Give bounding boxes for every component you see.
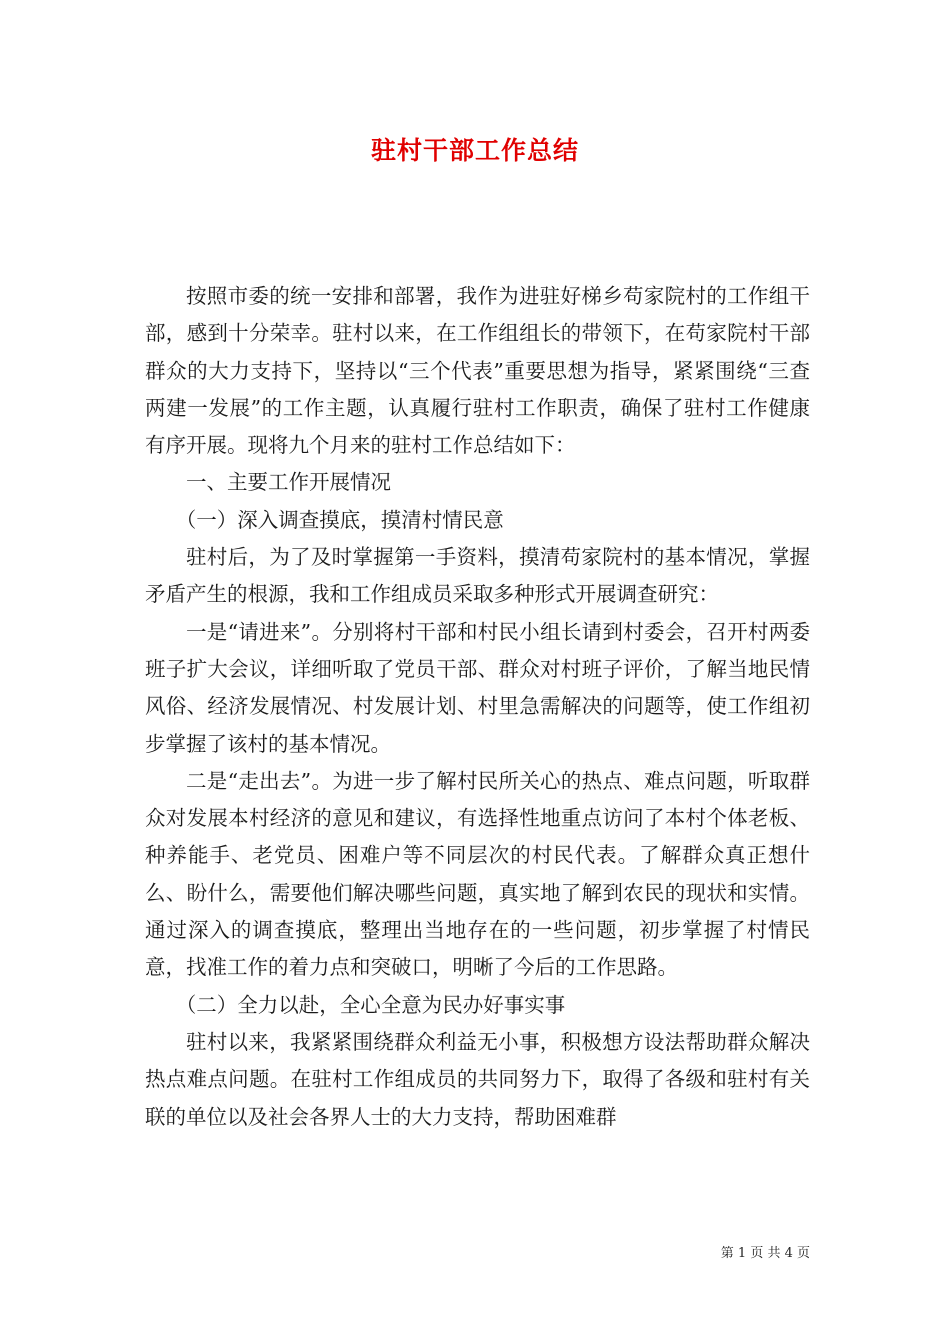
paragraph-service: 驻村以来，我紧紧围绕群众利益无小事，积极想方设法帮助群众解决热点难点问题。在驻村工作组成员的共同努力下，取得了各级和驻村有关联的单位以及社会各界人士的大力支持，帮助困难群 xyxy=(145,1029,810,1129)
paragraph-go-out: 二是“走出去”。为进一步了解村民所关心的热点、难点问题，听取群众对发展本村经济的意见和建议，有选择性地重点访问了本村个体老板、种养能手、老党员、困难户等不同层次的村民代表。了解群众真正想什么、盼什么，需要他们解决哪些问题，真实地了解到农民的现状和实情。通过深入的调查摸底，整理出当地存在的一些问题，初步掌握了村情民意，找准工作的着力点和突破口，明晰了今后的工作思路。 xyxy=(145,768,810,980)
document-body xyxy=(145,278,810,1136)
subsection-heading-1: （一）深入调查摸底，摸清村情民意 xyxy=(175,507,504,532)
document-title: 驻村干部工作总结 xyxy=(370,136,579,165)
paragraph-investigation: 驻村后，为了及时掌握第一手资料，摸清苟家院村的基本情况，掌握矛盾产生的根源，我和工作组成员采取多种形式开展调查研究： xyxy=(145,545,810,607)
section-heading-1: 一、主要工作开展情况 xyxy=(186,470,391,495)
subsection-heading-2: （二）全力以赴，全心全意为民办好事实事 xyxy=(175,992,566,1017)
paragraph-invite-in: 一是“请进来”。分别将村干部和村民小组长请到村委会，召开村两委班子扩大会议，详细听取了党员干部、群众对村班子评价，了解当地民情风俗、经济发展情况、村发展计划、村里急需解决的问题等，使工作组初步掌握了该村的基本情况。 xyxy=(145,619,810,756)
paragraph-intro: 按照市委的统一安排和部署，我作为进驻好梯乡苟家院村的工作组干部，感到十分荣幸。驻村以来，在工作组组长的带领下，在苟家院村干部群众的大力支持下，坚持以“三个代表”重要思想为指导，紧紧围绕“三查两建一发展”的工作主题，认真履行驻村工作职责，确保了驻村工作健康有序开展。现将九个月来的驻村工作总结如下： xyxy=(145,284,810,458)
page-number-footer: 第 1 页 共 4 页 xyxy=(720,1246,810,1261)
